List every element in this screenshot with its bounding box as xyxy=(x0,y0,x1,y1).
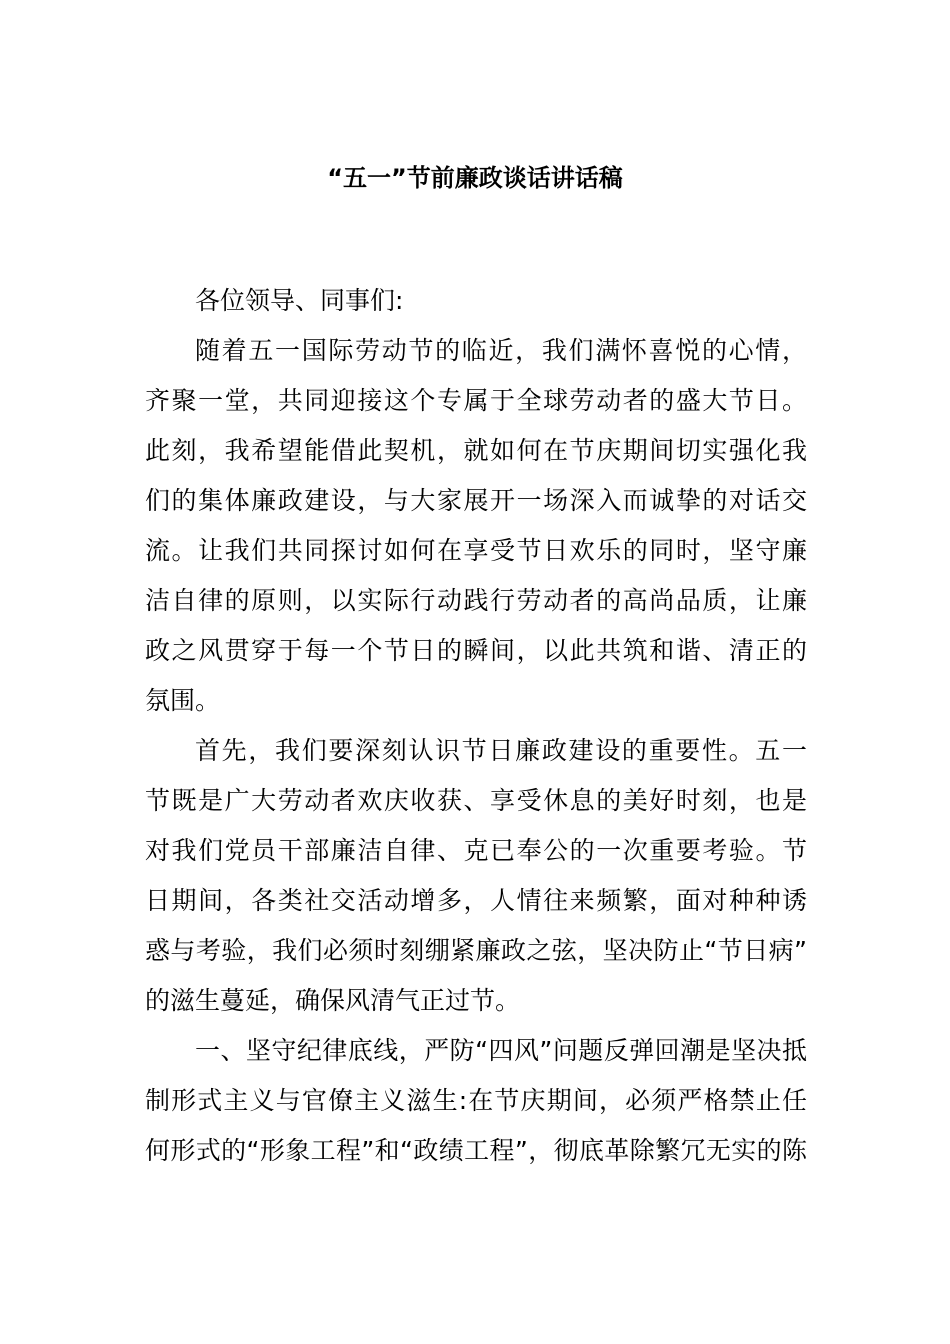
body-line: 的滋生蔓延，确保风清气正过节。 xyxy=(145,986,521,1015)
body-line: 各位领导、同事们: xyxy=(195,286,404,315)
body-line: 对我们党员干部廉洁自律、克已奉公的一次重要考验。节 xyxy=(145,836,807,865)
body-line: 节既是广大劳动者欢庆收获、享受休息的美好时刻，也是 xyxy=(145,786,807,815)
document-body xyxy=(145,276,807,1176)
body-line: 此刻，我希望能借此契机，就如何在节庆期间切实强化我 xyxy=(145,436,807,465)
body-line: 首先，我们要深刻认识节日廉政建设的重要性。五一 xyxy=(195,736,807,765)
body-line: 制形式主义与官僚主义滋生:在节庆期间，必须严格禁止任 xyxy=(145,1086,807,1115)
body-line: 随着五一国际劳动节的临近，我们满怀喜悦的心情， xyxy=(195,336,807,365)
body-line: 洁自律的原则，以实际行动践行劳动者的高尚品质，让廉 xyxy=(145,586,807,615)
body-line: 日期间，各类社交活动增多，人情往来频繁，面对种种诱 xyxy=(145,886,807,915)
body-line: 流。让我们共同探讨如何在享受节日欢乐的同时，坚守廉 xyxy=(145,536,807,565)
body-line: 政之风贯穿于每一个节日的瞬间，以此共筑和谐、清正的 xyxy=(145,636,807,665)
body-line: 一、坚守纪律底线，严防“四风”问题反弹回潮是坚决抵 xyxy=(195,1036,807,1065)
body-line: 氛围。 xyxy=(145,686,221,715)
body-line: 齐聚一堂，共同迎接这个专属于全球劳动者的盛大节日。 xyxy=(145,386,807,415)
body-line: 何形式的“形象工程”和“政绩工程”，彻底革除繁冗无实的陈 xyxy=(145,1136,807,1165)
body-line: 们的集体廉政建设，与大家展开一场深入而诚挚的对话交 xyxy=(145,486,807,515)
document-title: “五一”节前廉政谈话讲话稿 xyxy=(327,164,623,192)
body-line: 惑与考验，我们必须时刻绷紧廉政之弦，坚决防止“节日病” xyxy=(145,936,807,965)
